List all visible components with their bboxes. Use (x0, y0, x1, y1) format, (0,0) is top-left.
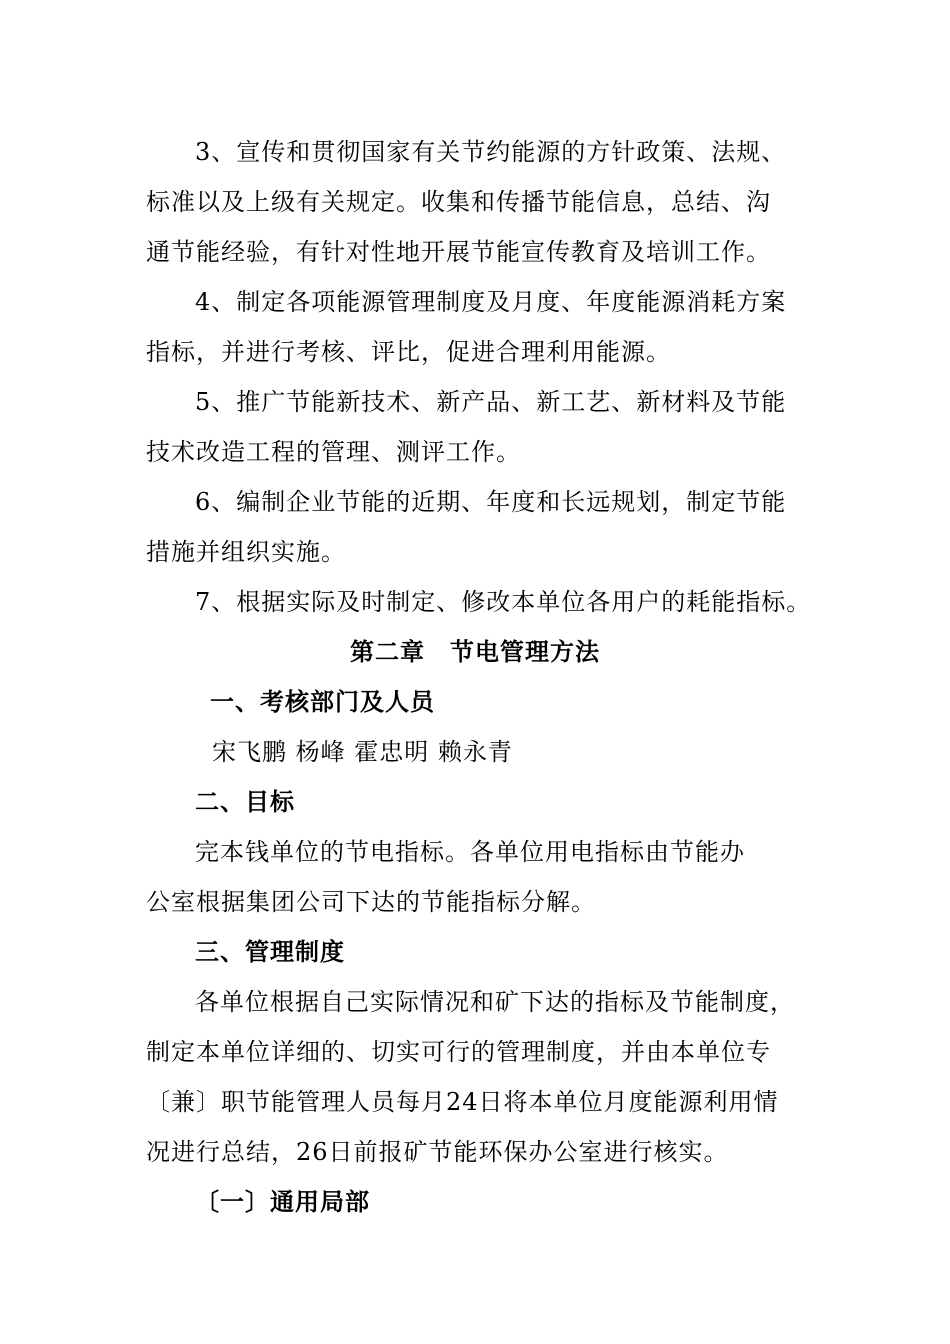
paragraph-line-4: 4、制定各项能源管理制度及月度、年度能源消耗方案 (195, 288, 787, 316)
paragraph-line-10: 7、根据实际及时制定、修改本单位各用户的耗能指标。 (195, 588, 812, 616)
paragraph-line-2: 标准以及上级有关规定。收集和传播节能信息，总结、沟 (146, 188, 771, 216)
paragraph-line-7: 技术改造工程的管理、测评工作。 (146, 438, 521, 466)
section-heading-3: 三、管理制度 (195, 937, 345, 966)
paragraph-line-13: 各单位根据自己实际情况和矿下达的指标及节能制度， (195, 988, 795, 1016)
paragraph-line-5: 指标，并进行考核、评比，促进合理利用能源。 (146, 338, 671, 366)
paragraph-line-12: 公室根据集团公司下达的节能指标分解。 (146, 888, 596, 916)
paragraph-line-15: 〔兼〕职节能管理人员每月24日将本单位月度能源利用情 (146, 1088, 779, 1116)
paragraph-line-6: 5、推广节能新技术、新产品、新工艺、新材料及节能 (195, 388, 787, 416)
section-heading-2: 二、目标 (195, 787, 295, 816)
subsection-heading: 〔一〕通用局部 (195, 1187, 370, 1216)
paragraph-line-3: 通节能经验，有针对性地开展节能宣传教育及培训工作。 (146, 238, 771, 266)
paragraph-line-1: 3、宣传和贯彻国家有关节约能源的方针政策、法规、 (195, 138, 787, 166)
paragraph-line-14: 制定本单位详细的、切实可行的管理制度，并由本单位专 (146, 1038, 771, 1066)
personnel-names: 宋飞鹏 杨峰 霍忠明 赖永青 (212, 738, 513, 766)
chapter-heading: 第二章 节电管理方法 (350, 637, 600, 666)
paragraph-line-8: 6、编制企业节能的近期、年度和长远规划，制定节能 (195, 488, 787, 516)
paragraph-line-11: 完本钱单位的节电指标。各单位用电指标由节能办 (195, 838, 745, 866)
paragraph-line-16: 况进行总结，26日前报矿节能环保办公室进行核实。 (146, 1138, 729, 1166)
section-heading-1: 一、考核部门及人员 (210, 687, 435, 716)
paragraph-line-9: 措施并组织实施。 (146, 538, 346, 566)
